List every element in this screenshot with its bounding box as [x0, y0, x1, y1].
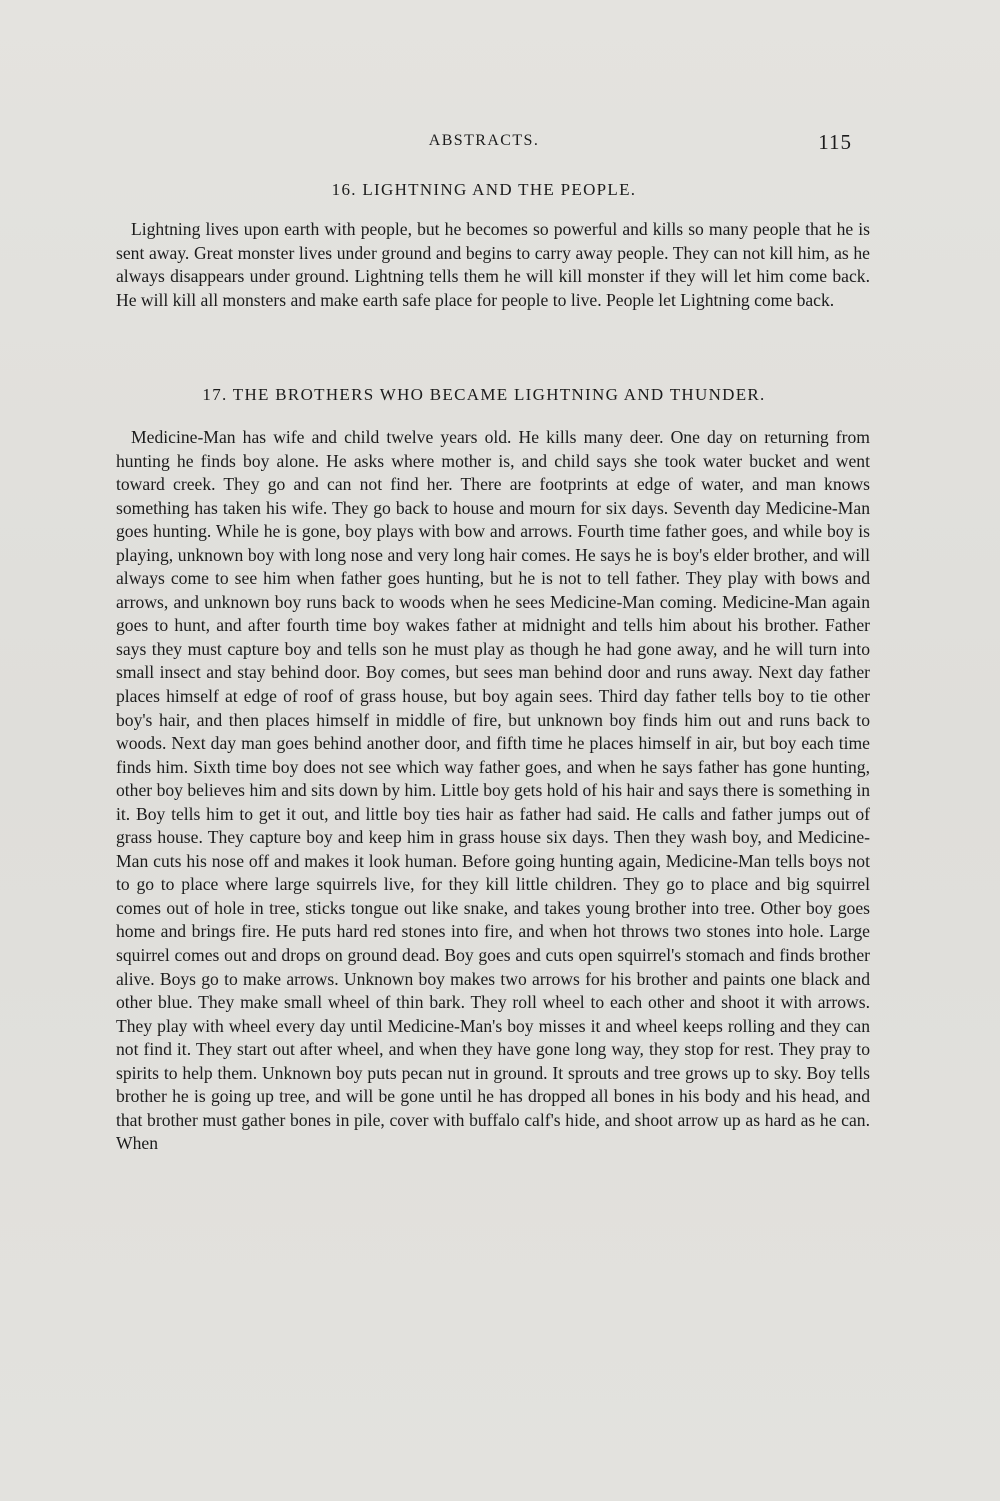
- running-head: [116, 132, 852, 156]
- section-text-17: Medicine-Man has wife and child twelve years old. He kills many deer. One day on returning from hunting he finds boy alone. He asks where mother is, and child says she took water bucket and went toward creek. They go and can not find her. There are footprints at edge of water, and man knows something has taken his wife. They go back to house and mourn for six days. Seventh day Medicine-Man goes hunting. While he is gone, boy plays with bow and arrows. Fourth time father goes, and while boy is playing, unknown boy with long nose and very long hair comes. He says he is boy's elder brother, and will always come to see him when father goes hunting, but he is not to tell father. They play with bows and arrows, and unknown boy runs back to woods when he sees Medicine-Man coming. Medicine-Man again goes to hunt, and after fourth time boy wakes father at midnight and tells him about his brother. Father says they must capture boy and tells son he must play as though he had gone away, and he will turn into small insect and stay behind door. Boy comes, but sees man behind door and runs away. Next day father places himself at edge of roof of grass house, but boy again sees. Third day father tells boy to tie other boy's hair, and then places himself in middle of fire, but unknown boy finds him out and runs back to woods. Next day man goes behind another door, and fifth time he places himself in air, but boy each time finds him. Sixth time boy does not see which way father goes, and when he says father has gone hunting, other boy believes him and sits down by him. Little boy gets hold of his hair and says there is something in it. Boy tells him to get it out, and little boy ties hair as father had said. He calls and father jumps out of grass house. They capture boy and keep him in grass house six days. Then they wash boy, and Medicine-Man cuts his nose off and makes it look human. Before going hunting again, Medicine-Man tells boys not to go to place where large squirrels live, for they kill little children. They go to place and big squirrel comes out of hole in tree, sticks tongue out like snake, and takes young brother into tree. Other boy goes home and brings fire. He puts hard red stones into fire, and when hot throws two stones into hole. Large squirrel comes out and drops on ground dead. Boy goes and cuts open squirrel's stomach and finds brother alive. Boys go to make arrows. Unknown boy makes two arrows for his brother and paints one black and other blue. They make small wheel of thin bark. They roll wheel to each other and shoot it with arrows. They play with wheel every day until Medicine-Man's boy misses it and wheel keeps rolling and they can not find it. They start out after wheel, and when they have gone long way, they stop for rest. They pray to spirits to help them. Unknown boy puts pecan nut in ground. It sprouts and tree grows up to sky. Boy tells brother he is going up tree, and will be gone until he has dropped all bones in his body and his head, and that brother must gather bones in pile, cover with buffalo calf's hide, and shoot arrow up as hard as he can. When: [116, 427, 870, 1154]
- running-title: ABSTRACTS.: [428, 132, 540, 149]
- section-heading-16: 16. LIGHTNING AND THE PEOPLE.: [331, 180, 637, 199]
- page-number: 115: [818, 130, 852, 154]
- section-heading-17: 17. THE BROTHERS WHO BECAME LIGHTNING AND THUNDER.: [202, 385, 766, 404]
- section-text-16: Lightning lives upon earth with people, but he becomes so powerful and kills so many people that he is sent away. Great monster lives under ground and begins to carry away people. They can not kill him, as he always disappears under ground. Lightning tells them he will kill monster if they will let him come back. He will kill all monsters and make earth safe place for people to live. People let Lightning come back.: [116, 219, 870, 310]
